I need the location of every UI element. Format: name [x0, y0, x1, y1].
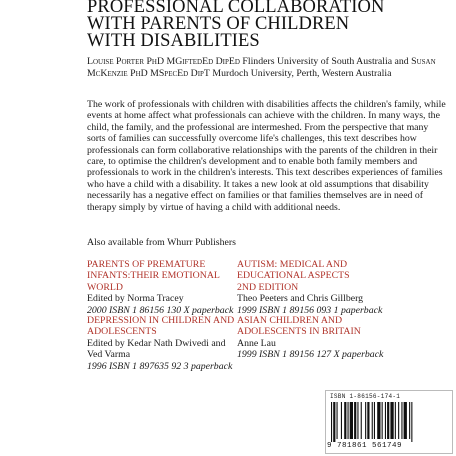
related-book-1-editor: Edited by Norma Tracey — [87, 293, 184, 305]
related-book-2-title-line: EDUCATIONAL ASPECTS — [237, 270, 350, 282]
related-book-2-title — [237, 259, 415, 293]
related-book-3-publication: 1996 ISBN 1 897635 92 3 paperback — [87, 360, 233, 372]
book-description: The work of professionals with children with disabilities affects the children's family, while events at home affect what professionals can achieve with the children. In many ways, the child, the family, and the professional are intermeshed. From the perspective that many sorts of families can successfully overcome life's challenges, this text describes how professionals can form collaborative relationships with the parents of the children in their care, to optimise the children's development and to enable both family members and professionals to work in the children's interests. This text describes experiences of families who have a child with a disability. It takes a new look at old assumptions that disability necessarily has a negative effect on families or that families themselves are in need of therapy simply by virtue of having a child with additional needs. — [87, 99, 446, 213]
related-book-4-title-line: ADOLESCENTS IN BRITAIN — [237, 326, 361, 338]
also-available-heading: Also available from Whurr Publishers — [87, 237, 236, 248]
related-book-4-editor: Anne Lau — [237, 337, 276, 349]
related-book-1-title-line: WORLD — [87, 281, 123, 293]
author-1-affiliation: Flinders University of South Australia — [239, 56, 393, 67]
related-book-3-editor-cont: Ved Varma — [87, 349, 131, 361]
related-book-2 — [237, 259, 415, 316]
author-2-name: Susan McKenzie PhD MSpecEd DipT — [87, 56, 436, 79]
author-1-name: Louise Porter PhD MGiftedEd DipEd — [87, 56, 240, 67]
related-book-3-editor: Edited by Kedar Nath Dwivedi and — [87, 337, 226, 349]
barcode-number: 9 781861 561749 — [327, 442, 403, 450]
barcode-icon — [331, 402, 445, 442]
barcode-isbn-label: ISBN 1-86156-174-1 — [330, 393, 401, 400]
book-title — [87, 0, 447, 50]
related-book-1-publication: 2000 ISBN 1 86156 130 X paperback — [87, 304, 234, 316]
related-book-1-title-line: PARENTS OF PREMATURE — [87, 259, 206, 270]
authors — [87, 56, 447, 79]
related-book-4-publication: 1999 ISBN 1 89156 127 X paperback — [237, 349, 384, 361]
related-book-4 — [237, 315, 415, 361]
related-book-3-title-line: ADOLESCENTS — [87, 326, 157, 338]
related-book-2-editor: Theo Peeters and Chris Gillberg — [237, 293, 364, 305]
title-line-1: PROFESSIONAL COLLABORATION — [87, 0, 385, 17]
related-book-1-title-line: INFANTS:THEIR EMOTIONAL — [87, 270, 220, 282]
title-line-2: WITH PARENTS OF CHILDREN — [87, 14, 350, 34]
related-book-2-publication: 1999 ISBN 1 89156 093 1 paperback — [237, 304, 383, 316]
title-line-3: WITH DISABILITIES — [87, 31, 260, 51]
related-book-3-title-line: DEPRESSION IN CHILDREN AND — [87, 315, 235, 326]
related-book-2-title-line: AUTISM: MEDICAL AND — [237, 259, 348, 270]
author-2-affiliation: Murdoch University, Perth, Western Australia — [209, 67, 392, 79]
related-book-2-title-line: 2ND EDITION — [237, 281, 299, 293]
authors-and: and — [392, 56, 412, 67]
related-book-4-title-line: ASIAN CHILDREN AND — [237, 315, 343, 326]
related-book-4-title — [237, 315, 415, 338]
